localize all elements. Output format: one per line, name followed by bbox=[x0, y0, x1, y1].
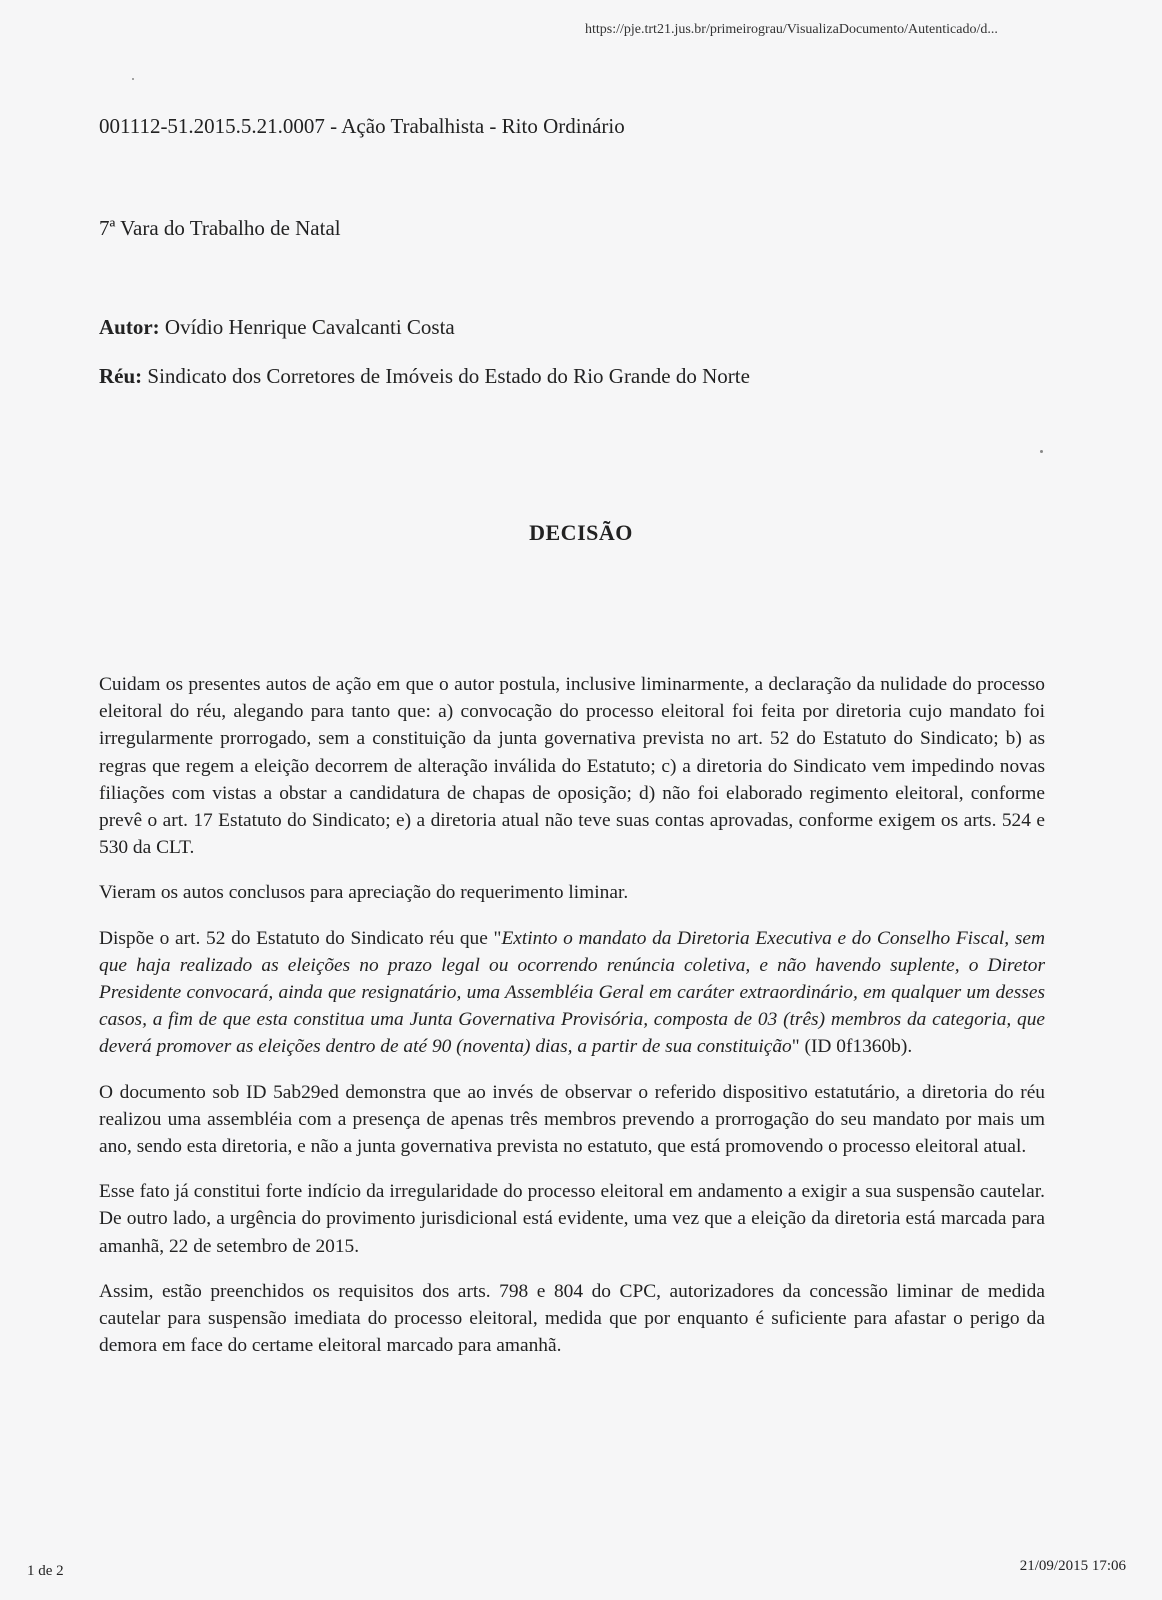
decision-body bbox=[99, 671, 1045, 1377]
header-url: https://pje.trt21.jus.br/primeirograu/VisualizaDocumento/Autenticado/d... bbox=[585, 22, 998, 37]
author-line bbox=[99, 315, 455, 340]
print-datetime: 21/09/2015 17:06 bbox=[1019, 1558, 1126, 1574]
court-name: 7ª Vara do Trabalho de Natal bbox=[99, 216, 341, 240]
paragraph-urgency: Esse fato já constitui forte indício da irregularidade do processo eleitoral em andamento a exigir a sua suspensão cautelar. De outro lado, a urgência do provimento jurisdicional está evidente, uma vez que a eleição da diretoria está marcada para amanhã, 22 de setembro de 2015. bbox=[99, 1181, 1045, 1257]
paragraph-statute bbox=[99, 925, 1045, 1061]
defendant-name: Sindicato dos Corretores de Imóveis do Estado do Rio Grande do Norte bbox=[147, 364, 750, 388]
scan-speck bbox=[1040, 450, 1043, 453]
statute-reference: " (ID 0f1360b). bbox=[791, 1036, 913, 1058]
document-title: DECISÃO bbox=[529, 520, 633, 545]
process-number: 001112-51.2015.5.21.0007 - Ação Trabalhista - Rito Ordinário bbox=[99, 114, 625, 138]
scan-speck bbox=[132, 78, 134, 80]
paragraph-claims: Cuidam os presentes autos de ação em que o autor postula, inclusive liminarmente, a declaração da nulidade do processo eleitoral do réu, alegando para tanto que: a) convocação do processo eleitoral foi feita por diretoria cujo mandato foi irregularmente prorrogado, sem a constituição da junta governativa prevista no art. 52 do Estatuto do Sindicato; b) as regras que regem a eleição decorrem de alteração inválida do Estatuto; c) a diretoria do Sindicato vem impedindo novas filiações com vistas a obstar a candidatura de chapas de oposição; d) não foi elaborado regimento eleitoral, conforme prevê o art. 17 Estatuto do Sindicato; e) a diretoria atual não teve suas contas aprovadas, conforme exigem os arts. 524 e 530 da CLT. bbox=[99, 674, 1045, 859]
statute-intro: Dispõe o art. 52 do Estatuto do Sindicato réu que " bbox=[99, 927, 502, 949]
defendant-label: Réu: bbox=[99, 364, 143, 388]
statute-quote: Extinto o mandato da Diretoria Executiva e do Conselho Fiscal, sem que haja realizado as eleições no prazo legal ou ocorrendo renúncia coletiva, e não havendo suplente, o Diretor Presidente convocará, ainda que resignatário, uma Assembléia Geral em caráter extraordinário, em qualquer um desses casos, a fim de que esta constitua uma Junta Governativa Provisória, composta de 03 (três) membros da categoria, que deverá promover as eleições dentro de até 90 (noventa) dias, a partir de sua constituição bbox=[99, 927, 1045, 1058]
defendant-line bbox=[99, 364, 750, 389]
paragraph-document-evidence: O documento sob ID 5ab29ed demonstra que ao invés de observar o referido dispositivo estatutário, a diretoria do réu realizou uma assembléia com a presença de apenas três membros prevendo a prorrogação do seu mandato por mais um ano, sendo esta diretoria, e não a junta governativa prevista no estatuto, que está promovendo o processo eleitoral atual. bbox=[99, 1081, 1045, 1158]
paragraph-conclusos: Vieram os autos conclusos para apreciação do requerimento liminar. bbox=[99, 882, 629, 904]
author-name: Ovídio Henrique Cavalcanti Costa bbox=[164, 315, 455, 339]
page-counter: 1 de 2 bbox=[27, 1563, 64, 1579]
paragraph-requirements: Assim, estão preenchidos os requisitos dos arts. 798 e 804 do CPC, autorizadores da concessão liminar de medida cautelar para suspensão imediata do processo eleitoral, medida que por enquanto é suficiente para afastar o perigo da demora em face do certame eleitoral marcado para amanhã. bbox=[99, 1280, 1045, 1357]
author-label: Autor: bbox=[99, 315, 160, 339]
